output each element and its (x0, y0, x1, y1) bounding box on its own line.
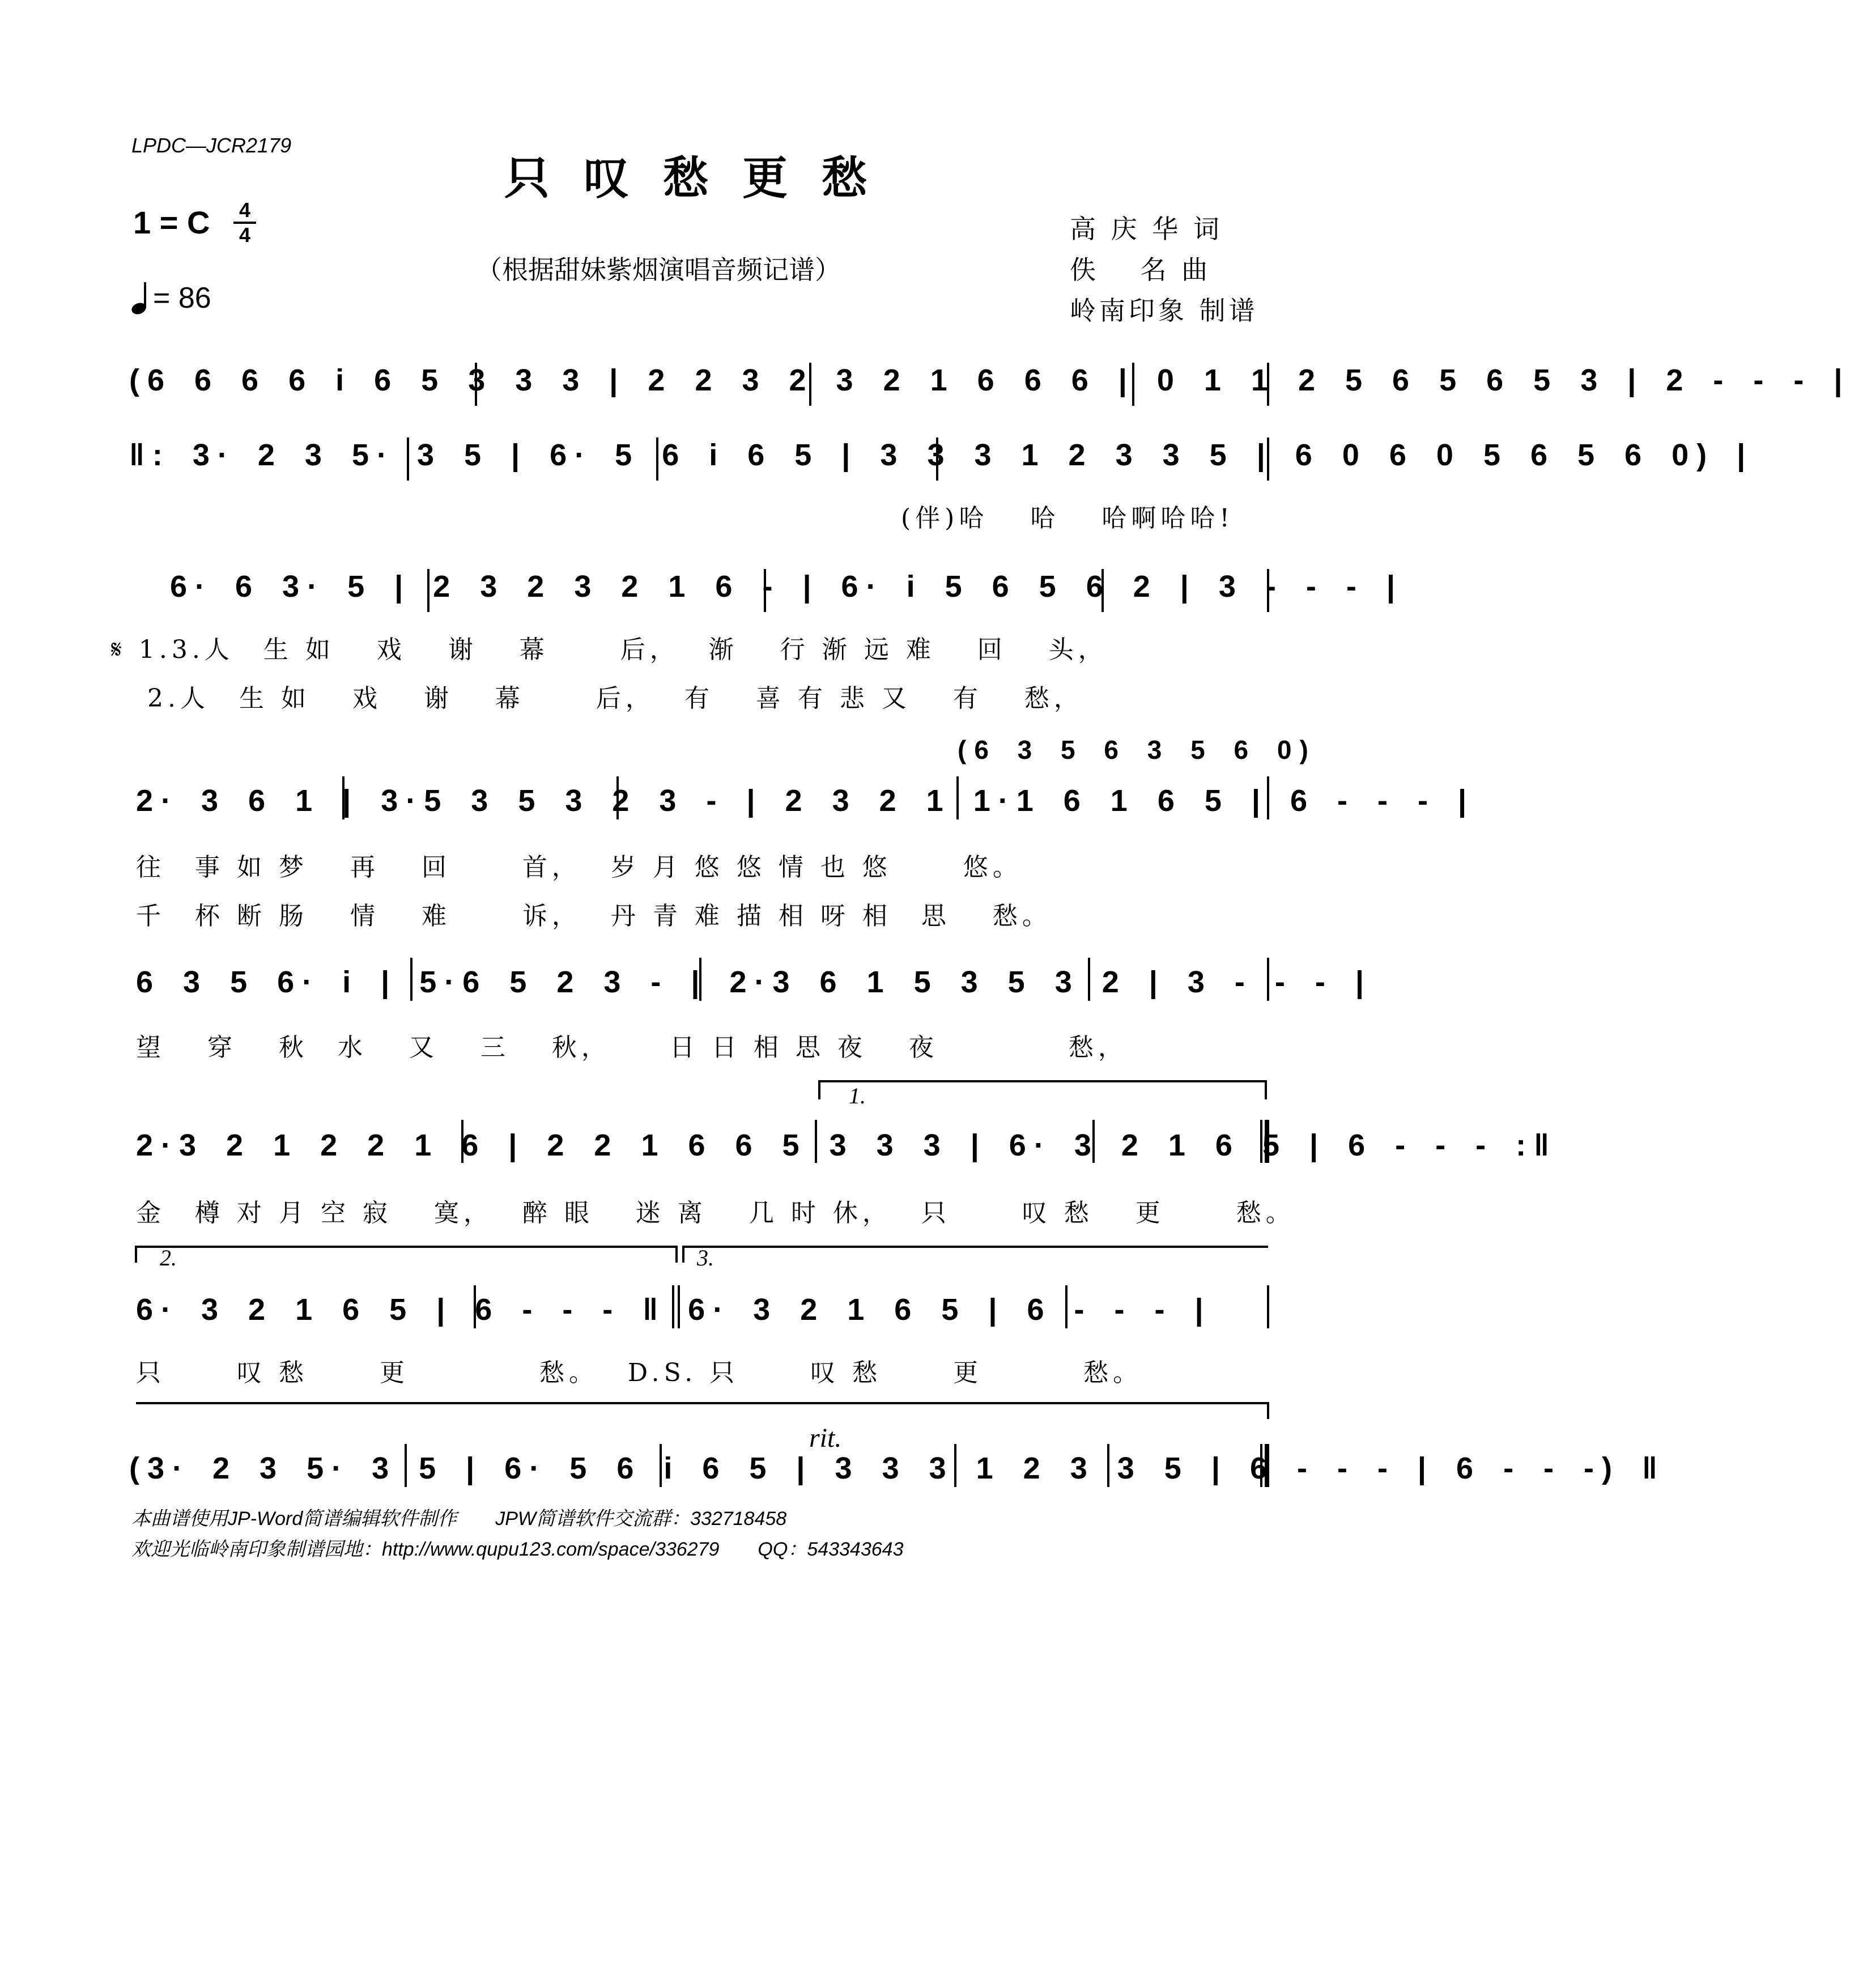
score-line-5: 6 3 5 6· i | 5·6 5 2 3 - | 2·3 6 1 5 3 5 3 2 | 3 - - - | (136, 965, 1372, 999)
score-line-3: 6· 6 3· 5 | 2 3 2 3 2 1 6 - | 6· i 5 6 5 6 2 | 3 - - - | (170, 570, 1403, 604)
key-signature: 1 = C (133, 205, 210, 240)
lyric-line-3-verse-1: 𝄋 1.3.人 生 如 戏 谢 幕 后， 渐 行 渐 远 难 回 头， (111, 635, 1108, 664)
composer-credit: 佚 名 曲 (1070, 254, 1211, 285)
score-line-7: 6· 3 2 1 6 5 | 6 - - - ‖ 6· 3 2 1 6 5 | 6 - - - | (136, 1293, 1211, 1327)
lyric-line-6: 金 樽 对 月 空 寂 寞， 醉 眼 迷 离 几 时 休， 只 叹 愁 更 愁。 (136, 1199, 1295, 1227)
tempo-value: = 86 (153, 282, 211, 315)
score-line-4: 2· 3 6 1 | 3·5 3 5 3 2 3 - | 2 3 2 1 1·1 6 1 6 5 | 6 - - - | (136, 784, 1475, 818)
lyric-line-4-verse-2: 千 杯 断 肠 情 难 诉， 丹 青 难 描 相 呀 相 思 愁。 (136, 902, 1052, 931)
arranger-credit: 岭南印象 制谱 (1070, 295, 1258, 326)
lyricist-credit: 高 庆 华 词 (1070, 214, 1223, 244)
lyric-line-2: (伴)哈 哈 哈啊哈哈! (901, 504, 1234, 533)
score-line-6: 2·3 2 1 2 2 1 6 | 2 2 1 6 6 5 3 3 3 | 6· 3 2 1 6 5 | 6 - - - :‖ (136, 1128, 1557, 1162)
footer-line-1: 本曲谱使用JP-Word简谱编辑软件制作 JPW简谱软件交流群：332718458 (131, 1508, 787, 1530)
lyric-line-5: 望 穿 秋 水 又 三 秋， 日 日 相 思 夜 夜 愁， (136, 1033, 1128, 1062)
lyric-line-4-verse-1: 往 事 如 梦 再 回 首， 岁 月 悠 悠 情 也 悠 悠。 (136, 853, 1022, 882)
footer-line-2: 欢迎光临岭南印象制谱园地：http://www.qupu123.com/space/336279 QQ：543343643 (131, 1539, 904, 1560)
score-line-2: ‖: 3· 2 3 5· 3 5 | 6· 5 6 i 6 5 | 3 3 3 1 2 3 3 5 | 6 0 6 0 5 6 5 6 0) | (129, 438, 1754, 472)
time-signature-bottom: 4 (239, 223, 251, 247)
subtitle: （根据甜妹紫烟演唱音频记谱） (476, 254, 841, 285)
score-line-1: (6 6 6 6 i 6 5 3 3 3 | 2 2 3 2 3 2 1 6 6 6 | 0 1 1 2 5 6 5 6 5 3 | 2 - - - | (129, 363, 1850, 397)
score-code: LPDC—JCR2179 (131, 134, 292, 157)
song-title: 只叹愁更愁 (504, 151, 901, 205)
accompaniment-fill: (6 3 5 6 3 5 6 0) (958, 735, 1316, 764)
lyric-line-3-verse-2: 2.人 生 如 戏 谢 幕 后， 有 喜 有 悲 又 有 愁， (147, 684, 1083, 713)
time-signature-top: 4 (239, 198, 251, 222)
volta-1-label: 1. (849, 1083, 866, 1108)
lyric-line-7: 只 叹 愁 更 愁。 D.S. 只 叹 愁 更 愁。 (136, 1358, 1143, 1387)
volta-3-label: 3. (697, 1245, 714, 1271)
ritardando-marking: rit. (809, 1423, 842, 1453)
volta-2-label: 2. (160, 1245, 177, 1271)
score-line-8: (3· 2 3 5· 3 5 | 6· 5 6 i 6 5 | 3 3 3 1 2 3 3 5 | 6 - - - | 6 - - -) ‖ (129, 1451, 1665, 1485)
